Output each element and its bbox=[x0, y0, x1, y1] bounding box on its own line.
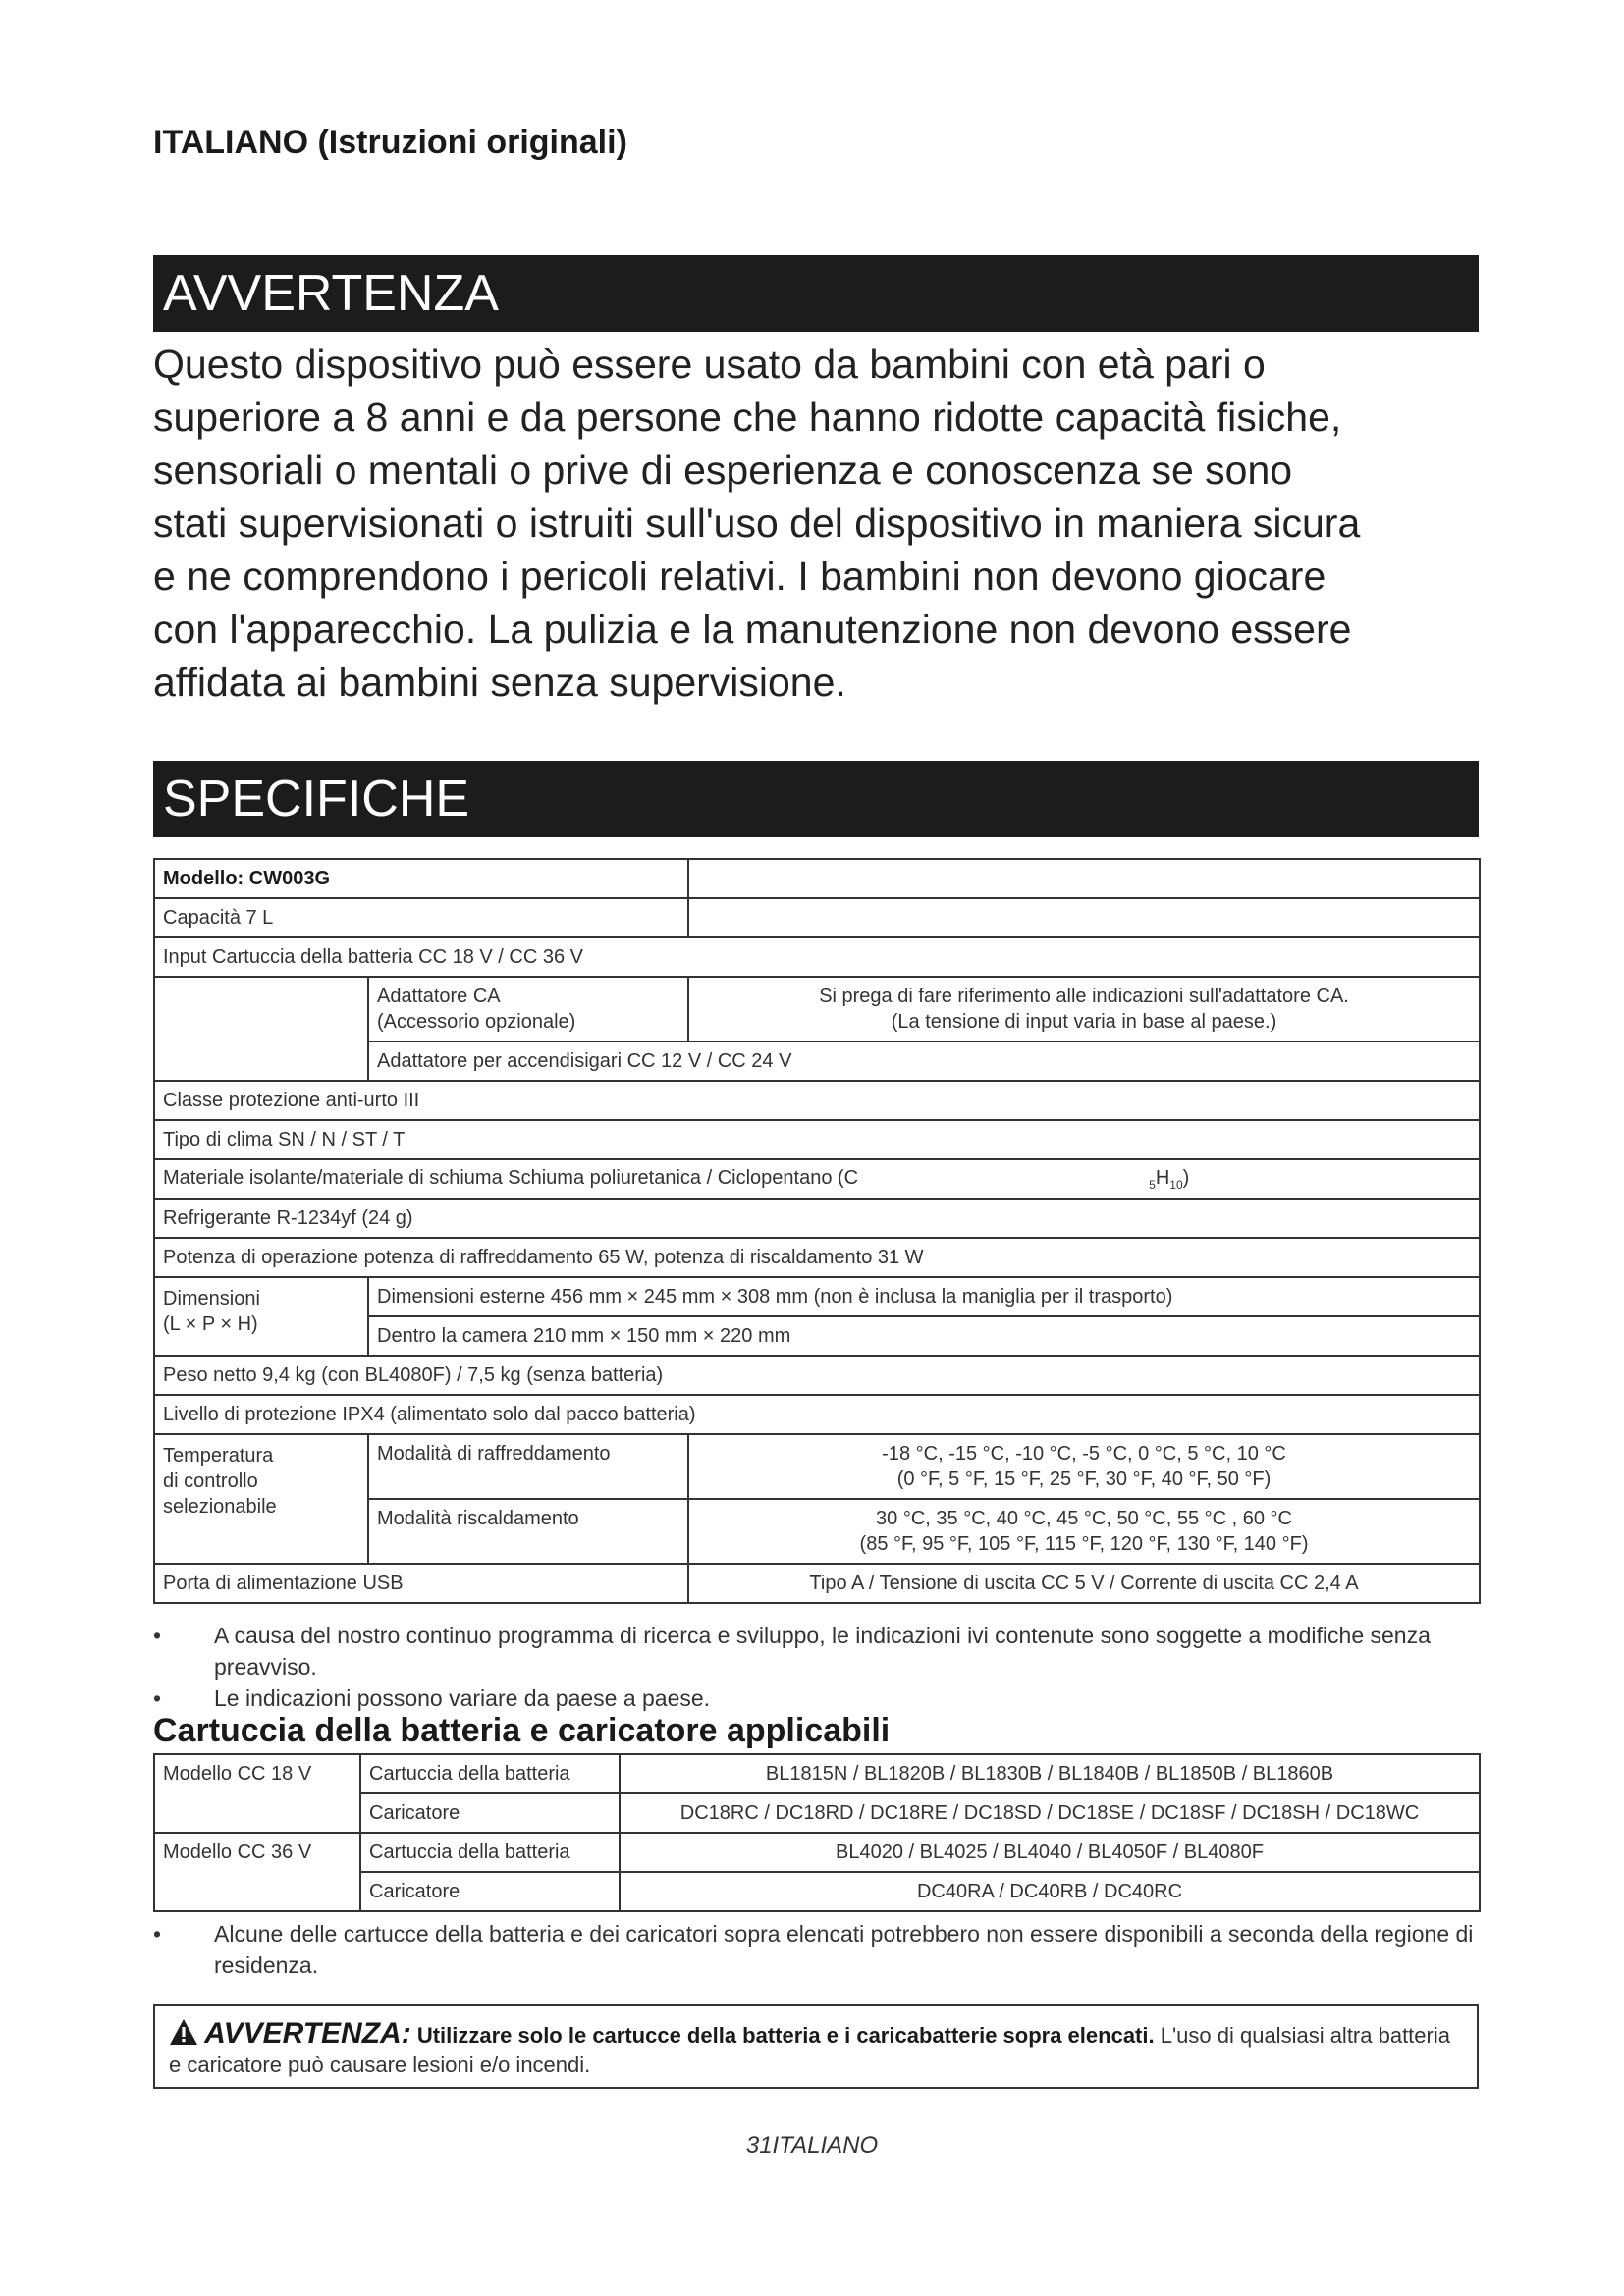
dimensions-outer: Dimensioni esterne 456 mm × 245 mm × 308 mm (non è inclusa la maniglia per il trasporto) bbox=[368, 1277, 1480, 1316]
bullet: • bbox=[153, 1623, 162, 1648]
temperature-label-line: di controllo bbox=[163, 1470, 258, 1492]
car-adapter-cell: Adattatore per accendisigari CC 12 V / CC 24 V bbox=[368, 1041, 1480, 1081]
charger-label: Caricatore bbox=[360, 1872, 620, 1911]
cool-values-line: -18 °C, -15 °C, -10 °C, -5 °C, 0 °C, 5 °C, 10 °C bbox=[882, 1443, 1286, 1465]
insulation-subscript: 5 bbox=[1149, 1177, 1156, 1192]
warning-line: superiore a 8 anni e da persone che hanno ridotte capacità fisiche, bbox=[153, 395, 1342, 440]
warning-line: Questo dispositivo può essere usato da bambini con età pari o bbox=[153, 342, 1266, 387]
page-header: ITALIANO (Istruzioni originali) bbox=[153, 124, 627, 161]
warning-triangle-icon bbox=[169, 2018, 198, 2046]
battery-section-heading: Cartuccia della batteria e caricatore applicabili bbox=[153, 1712, 891, 1749]
usb-label: Porta di alimentazione USB bbox=[154, 1564, 688, 1603]
empty-cell bbox=[688, 898, 1480, 937]
warning-line: stati supervisionati o istruiti sull'uso del dispositivo in maniera sicura bbox=[153, 501, 1361, 546]
shock-class-cell: Classe protezione anti-urto III bbox=[154, 1081, 1480, 1120]
bullet: • bbox=[153, 1685, 162, 1711]
heat-values-line: (85 °F, 95 °F, 105 °F, 115 °F, 120 °F, 130 °F, 140 °F) bbox=[859, 1533, 1309, 1555]
heat-mode-label: Modalità riscaldamento bbox=[368, 1499, 688, 1564]
warning-line: affidata ai bambini senza supervisione. bbox=[153, 660, 846, 705]
caution-strong: Utilizzare solo le cartucce della batteria e i caricabatterie sopra elencati. bbox=[416, 2023, 1155, 2048]
charger-label: Caricatore bbox=[360, 1793, 620, 1833]
temperature-label bbox=[154, 1434, 368, 1564]
insulation-cell bbox=[154, 1159, 1480, 1199]
warning-line: e ne comprendono i pericoli relativi. I bambini non devono giocare bbox=[153, 554, 1326, 599]
ac-adapter-label-line: Adattatore CA bbox=[377, 986, 501, 1007]
battery-note bbox=[153, 1918, 1479, 1981]
insulation-text: Materiale isolante/materiale di schiuma Schiuma poliuretanica / Ciclopentano (C bbox=[163, 1166, 859, 1189]
heat-values-line: 30 °C, 35 °C, 40 °C, 45 °C, 50 °C, 55 °C , 60 °C bbox=[876, 1508, 1292, 1529]
cool-mode-values bbox=[688, 1434, 1480, 1499]
batteries-36: BL4020 / BL4025 / BL4040 / BL4050F / BL4080F bbox=[620, 1833, 1480, 1872]
weight-cell: Peso netto 9,4 kg (con BL4080F) / 7,5 kg (senza batteria) bbox=[154, 1356, 1480, 1395]
capacity-cell: Capacità 7 L bbox=[154, 898, 688, 937]
climate-cell: Tipo di clima SN / N / ST / T bbox=[154, 1120, 1480, 1159]
heat-mode-values bbox=[688, 1499, 1480, 1564]
ac-adapter-label-line: (Accessorio opzionale) bbox=[377, 1011, 576, 1033]
warning-paragraph bbox=[153, 338, 1489, 709]
insulation-subscript: 10 bbox=[1169, 1177, 1183, 1192]
note-text: A causa del nostro continuo programma di ricerca e sviluppo, le indicazioni ivi contenute sono soggette a modifiche senza preavviso. bbox=[214, 1623, 1431, 1680]
bullet: • bbox=[153, 1921, 162, 1947]
specs-table bbox=[153, 858, 1481, 1604]
model-18-label: Modello CC 18 V bbox=[154, 1754, 360, 1833]
protection-cell: Livello di protezione IPX4 (alimentato solo dal pacco batteria) bbox=[154, 1395, 1480, 1434]
insulation-close: ) bbox=[1182, 1166, 1190, 1189]
warning-line: sensoriali o mentali o prive di esperienza e conoscenza se sono bbox=[153, 448, 1293, 493]
insulation-h: H bbox=[1155, 1166, 1170, 1189]
dimensions-label-line: (L × P × H) bbox=[163, 1313, 258, 1335]
power-cell: Potenza di operazione potenza di raffreddamento 65 W, potenza di riscaldamento 31 W bbox=[154, 1238, 1480, 1277]
warning-banner: AVVERTENZA bbox=[153, 255, 1479, 332]
note-text: Le indicazioni possono variare da paese a paese. bbox=[214, 1685, 711, 1711]
dimensions-inner: Dentro la camera 210 mm × 150 mm × 220 mm bbox=[368, 1316, 1480, 1356]
temperature-label-line: selezionabile bbox=[163, 1496, 277, 1518]
page-footer: 31ITALIANO bbox=[745, 2132, 879, 2159]
chargers-18: DC18RC / DC18RD / DC18RE / DC18SD / DC18SE / DC18SF / DC18SH / DC18WC bbox=[620, 1793, 1480, 1833]
ac-adapter-value-line: (La tensione di input varia in base al paese.) bbox=[891, 1011, 1277, 1033]
model-36-label: Modello CC 36 V bbox=[154, 1833, 360, 1911]
batteries-18: BL1815N / BL1820B / BL1830B / BL1840B / BL1850B / BL1860B bbox=[620, 1754, 1480, 1793]
battery-label: Cartuccia della batteria bbox=[360, 1754, 620, 1793]
note-item bbox=[153, 1620, 1479, 1682]
ac-adapter-value-line: Si prega di fare riferimento alle indicazioni sull'adattatore CA. bbox=[819, 986, 1349, 1007]
battery-table bbox=[153, 1753, 1481, 1912]
ac-adapter-value bbox=[688, 977, 1480, 1041]
cool-values-line: (0 °F, 5 °F, 15 °F, 25 °F, 30 °F, 40 °F, 50 °F) bbox=[896, 1468, 1272, 1490]
input-label: Input bbox=[163, 945, 207, 968]
cool-mode-label: Modalità di raffreddamento bbox=[368, 1434, 688, 1499]
empty-cell bbox=[688, 859, 1480, 898]
battery-label: Cartuccia della batteria bbox=[360, 1833, 620, 1872]
input-battery-cell bbox=[154, 937, 1480, 977]
caution-label: AVVERTENZA: bbox=[204, 2017, 411, 2050]
battery-note-text: Alcune delle cartucce della batteria e dei caricatori sopra elencati potrebbero non essere disponibili a seconda della regione di residenza. bbox=[214, 1921, 1474, 1978]
input-blank-cell bbox=[154, 977, 368, 1081]
usb-value: Tipo A / Tensione di uscita CC 5 V / Corrente di uscita CC 2,4 A bbox=[688, 1564, 1480, 1603]
chargers-36: DC40RA / DC40RB / DC40RC bbox=[620, 1872, 1480, 1911]
caution-box bbox=[153, 2004, 1479, 2089]
note-item bbox=[153, 1682, 1479, 1714]
ac-adapter-label bbox=[368, 977, 688, 1041]
model-cell: Modello: CW003G bbox=[154, 859, 688, 898]
warning-line: con l'apparecchio. La pulizia e la manutenzione non devono essere bbox=[153, 607, 1352, 652]
dimensions-label-line: Dimensioni bbox=[163, 1288, 260, 1309]
specs-banner: SPECIFICHE bbox=[153, 761, 1479, 837]
caution-rest: L'uso di qualsiasi altra batteria e caricatore può causare lesioni e/o incendi. bbox=[169, 2023, 1450, 2077]
temperature-label-line: Temperatura bbox=[163, 1445, 274, 1467]
input-battery-value: Cartuccia della batteria CC 18 V / CC 36 V bbox=[212, 945, 583, 968]
dimensions-label bbox=[154, 1277, 368, 1356]
refrigerant-cell: Refrigerante R-1234yf (24 g) bbox=[154, 1199, 1480, 1238]
